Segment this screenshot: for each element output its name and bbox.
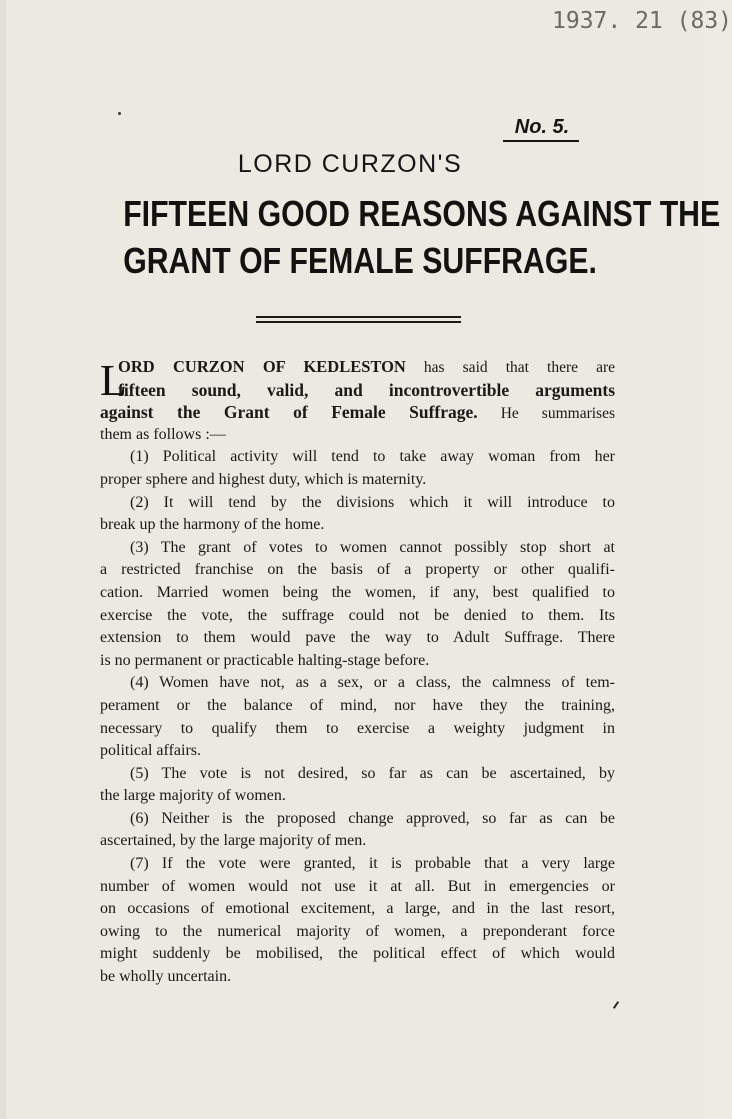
heading-title-line-1: FIFTEEN GOOD REASONS AGAINST THE bbox=[123, 193, 721, 234]
text-line: perament or the balance of mind, nor have they the training, bbox=[100, 696, 615, 714]
text-line: proper sphere and highest duty, which is maternity. bbox=[100, 470, 427, 488]
text-line: number of women would not use it at all. But in emergencies or bbox=[100, 877, 615, 895]
intro-emphasis: fifteen sound, valid, and incontrovertible arguments bbox=[118, 379, 615, 400]
text-line: (6) Neither is the proposed change approved, so far as can be bbox=[130, 809, 615, 827]
text-line: (5) The vote is not desired, so far as can be ascertained, by bbox=[130, 764, 615, 782]
text-line: exercise the vote, the suffrage could not be denied to them. Its bbox=[100, 606, 615, 624]
text-line: a restricted franchise on the basis of a property or other qualifi- bbox=[100, 561, 615, 579]
text-line: (4) Women have not, as a sex, or a class, the calmness of tem- bbox=[130, 674, 615, 692]
drop-cap: L bbox=[100, 356, 127, 405]
text-line: (7) If the vote were granted, it is probable that a very large bbox=[130, 855, 615, 873]
heading-title-line-2: GRANT OF FEMALE SUFFRAGE. bbox=[123, 240, 597, 281]
text-line: break up the harmony of the home. bbox=[100, 516, 325, 534]
text-line: the large majority of women. bbox=[100, 787, 286, 805]
double-rule-top bbox=[256, 316, 461, 318]
intro-line-1 bbox=[100, 356, 615, 379]
heading-author: LORD CURZON'S bbox=[237, 150, 463, 178]
intro-line-4: them as follows :— bbox=[100, 425, 226, 443]
text-line: might suddenly be mobilised, the political effect of which would bbox=[100, 945, 615, 963]
text-line: necessary to qualify them to exercise a weighty judgment in bbox=[100, 719, 615, 737]
intro-text: He summarises bbox=[477, 405, 615, 423]
intro-line-3 bbox=[100, 401, 615, 424]
text-line: (3) The grant of votes to women cannot possibly stop short at bbox=[130, 538, 615, 556]
body-text bbox=[100, 356, 615, 989]
text-line: be wholly uncertain. bbox=[100, 968, 232, 986]
leaflet-number-underline bbox=[503, 140, 579, 142]
text-line: cation. Married women being the women, if any, best qualified to bbox=[100, 583, 615, 601]
text-line: (1) Political activity will tend to take away woman from her bbox=[130, 448, 615, 466]
page-edge bbox=[0, 0, 6, 1119]
leaflet-number: No. 5. bbox=[514, 116, 570, 138]
double-rule-bottom bbox=[256, 321, 461, 323]
intro-name: ORD CURZON OF KEDLESTON bbox=[118, 357, 406, 376]
text-line: is no permanent or practicable halting-stage before. bbox=[100, 651, 430, 669]
text-line: extension to them would pave the way to Adult Suffrage. There bbox=[100, 629, 615, 647]
text-line: owing to the numerical majority of women, a preponderant force bbox=[100, 922, 615, 940]
text-line: (2) It will tend by the divisions which it will introduce to bbox=[130, 493, 615, 511]
text-line: ascertained, by the large majority of men. bbox=[100, 832, 367, 850]
heading-title bbox=[123, 190, 721, 284]
accession-number: 1937. 21 (83) bbox=[552, 8, 732, 34]
ink-mark bbox=[613, 1001, 619, 1009]
intro-emphasis: against the Grant of Female Suffrage. bbox=[100, 402, 478, 423]
text-line: on occasions of emotional excitement, a large, and in the last resort, bbox=[100, 900, 615, 918]
text-line: political affairs. bbox=[100, 742, 201, 760]
intro-text: has said that there are bbox=[405, 359, 615, 376]
ink-dot bbox=[118, 112, 121, 115]
intro-line-2 bbox=[100, 379, 615, 402]
